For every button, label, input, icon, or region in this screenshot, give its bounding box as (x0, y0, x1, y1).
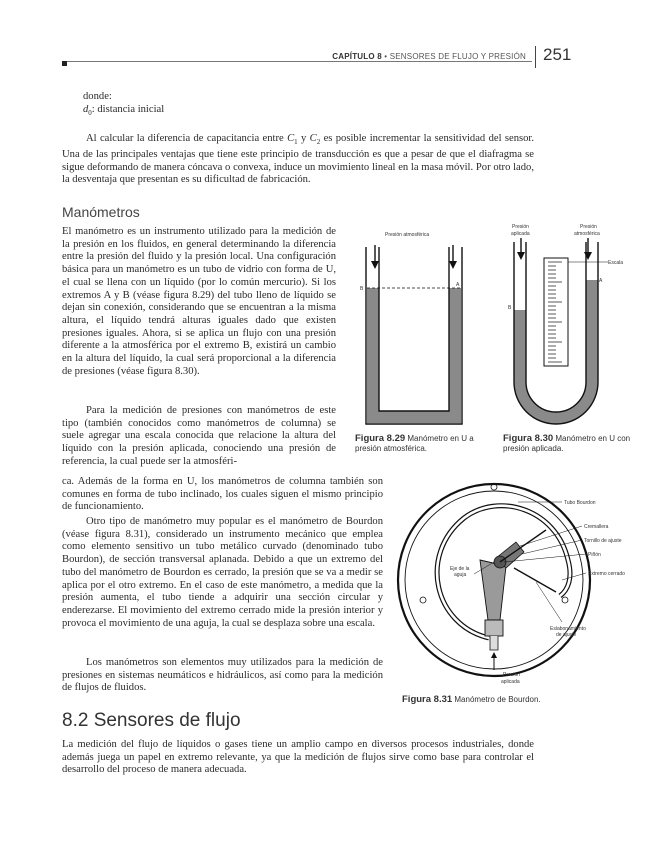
fig31-screw-left (420, 597, 426, 603)
fig31-leader-tornillo (522, 540, 582, 554)
manometros-p4: Los manómetros son elementos muy utilizados para la medición de presiones en sistemas neumáticos e hidráulicos, así como para la medición de flujos de fluidos. (62, 657, 383, 694)
fig31-fitting (485, 620, 503, 636)
fig31-label-eslabon-1: Eslabonamiento (550, 626, 586, 632)
fig31-caption-num: Figura 8.31 (402, 694, 453, 705)
header-separator (535, 46, 536, 68)
fig31-label-tornillo: Tornillo de ajuste (584, 538, 622, 544)
fig30-caption (503, 434, 631, 454)
fig31-caption (402, 695, 541, 705)
fig31-label-eslabon-2: de ajuste (556, 632, 577, 638)
header-bullet: • (384, 52, 388, 61)
fig30-label-left-1: Presión (512, 224, 529, 230)
fig30-label-left-2: aplicada (511, 231, 530, 237)
page-number: 251 (543, 45, 572, 64)
fig30-caption-num: Figura 8.30 (503, 433, 554, 444)
fig29-point-b: B (360, 286, 364, 292)
fig31-label-eje-1: Eje de la (450, 566, 470, 572)
fig29-fluid (367, 288, 461, 423)
d0-text: : distancia inicial (91, 104, 165, 115)
c2-sub: 2 (316, 138, 321, 147)
manometros-p3: Otro tipo de manómetro muy popular es el manómetro de Bourdon (véase figura 8.31), considerado un instrumento mecánico que emplea como elemento sensitivo un tubo metálico curvado (denominado tubo Bourdon), de sección transversal aplanada. Debido a que un extremo del tubo del manómetro de Bourdon es cerrado, la presión que se va a medir se aplica por el otro extremo. En el caso de este manómetro, a medida que la presión aumenta, el tubo tiende a adquirir una sección circular y enderezarse. El movimiento del extremo cerrado mide la presión interior y provoca el movimiento de una aguja, la cual se desplaza sobre una escala. (62, 516, 383, 629)
fig31-label-pinon: Piñón (588, 552, 601, 558)
fig29-point-a: A (456, 282, 460, 288)
chapter-title: SENSORES DE FLUJO Y PRESIÓN (389, 52, 526, 61)
fig30-label-right-2: atmosférica (574, 231, 600, 237)
donde-label: donde: (83, 91, 112, 102)
fig29-arrowhead-left (371, 261, 379, 269)
fig31-needle (500, 530, 546, 562)
d0-symbol: d (83, 104, 89, 115)
section-82-paragraph: La medición del flujo de líquidos o gases tiene un amplio campo en diversos procesos industriales, donde además juega un papel en extremo relevante, ya que la medición de flujos sirve como base para controlar el desarrollo del proceso de manera adecuada. (62, 739, 534, 776)
fig29-arrowhead-right (449, 261, 457, 269)
fig30-point-a: A (599, 278, 603, 284)
fig30-point-b: B (508, 305, 512, 311)
fig31-label-extremo: Extremo cerrado (588, 571, 625, 577)
fig30-caption-text: Manómetro en U con presión aplicada. (503, 434, 631, 453)
fig29-tube (366, 247, 462, 424)
c2-symbol: C (309, 133, 317, 144)
fig31-socket (480, 560, 506, 620)
fig31-label-presion-1: Presión (503, 672, 520, 678)
fig31-label-cremallera: Cremallera (584, 524, 609, 530)
fig31-label-presion-2: aplicada (501, 679, 520, 685)
c1-sub: 1 (294, 138, 298, 147)
fig31-label-tubo: Tubo Bourdon (564, 500, 596, 506)
d0-sub: 0 (88, 109, 92, 118)
intro-b: es posible incrementar la sensitividad del sensor. Una de las principales ventajas que tiene este principio de transducción es que a pesar de que el diafragma se sigue deformando de manera cóncava o convexa, induce un movimiento lineal en la masa móvil. Por otro lado, la desventaja que presentan es su dificultad de fabricación. (62, 133, 534, 186)
fig29-caption-num: Figura 8.29 (355, 433, 406, 444)
figure-8-31 (396, 470, 632, 692)
c1-symbol: C (287, 133, 295, 144)
fig30-label-right-1: Presión (580, 224, 597, 230)
fig31-inlet (490, 636, 498, 650)
chapter-label: CAPÍTULO 8 (332, 52, 382, 61)
fig31-link (514, 568, 556, 592)
fig31-caption-text: Manómetro de Bourdon. (452, 695, 541, 704)
manometros-p2a: Para la medición de presiones con manómetros de este tipo (también conocidos como manómetros de columna) se suele agregar una escala conocida que relacione la altura del líquido con la presión aplicada, conociendo una presión de referencia, la cual puede ser la atmosféri- (62, 405, 336, 467)
manometros-heading: Manómetros (62, 204, 140, 220)
intro-paragraph (62, 133, 534, 187)
section-82-heading: 8.2 Sensores de flujo (62, 710, 241, 731)
figure-8-30 (500, 222, 630, 432)
fig29-caption (355, 434, 480, 454)
manometros-p2b: ca. Además de la forma en U, los manómetros de columna también son comunes en forma de tubo inclinado, los cuales siguen el mismo principio de funcionamiento. (62, 476, 383, 513)
header-marker (62, 61, 67, 66)
y-text: y (297, 133, 310, 144)
header-rule (62, 61, 532, 62)
fig31-pressure-arrowhead (491, 652, 497, 658)
d0-definition (83, 104, 164, 120)
fig31-label-eje-2: aguja (454, 572, 467, 578)
figure-8-29 (355, 225, 480, 430)
manometros-p1: El manómetro es un instrumento utilizado para la medición de la presión en los fluidos, en general determinando la diferencia entre la presión del fluido y la presión local. Una configuración básica para un manómetro es un tubo de vidrio con forma de U, el cual se llena con un líquido (por lo común mercurio). Si los extremos A y B (véase figura 8.29) del tubo lleno de líquido se dejan sin conexión, considerando que se encuentran a la misma altura, el líquido tendrá alturas iguales dado que existen presiones iguales. Ahora, si se aplica un flujo con una presión diferente a la atmosférica por el extremo B, existirá un cambio en la altura del líquido, la cual será proporcional a la diferencia de presiones (véase figura 8.30). (62, 226, 336, 377)
fig30-arrowhead-left (517, 252, 525, 260)
intro-a: Al calcular la diferencia de capacitancia entre (86, 133, 288, 144)
fig31-leader-extremo (562, 573, 586, 580)
fig29-caption-text: Manómetro en U a presión atmosférica. (355, 434, 474, 453)
fig30-scale-label: Escala (608, 260, 624, 266)
running-header (300, 52, 526, 61)
fig31-screw-right (562, 597, 568, 603)
fig29-label: Presión atmosférica (385, 232, 430, 238)
fig30-arrowhead-right (584, 252, 592, 260)
